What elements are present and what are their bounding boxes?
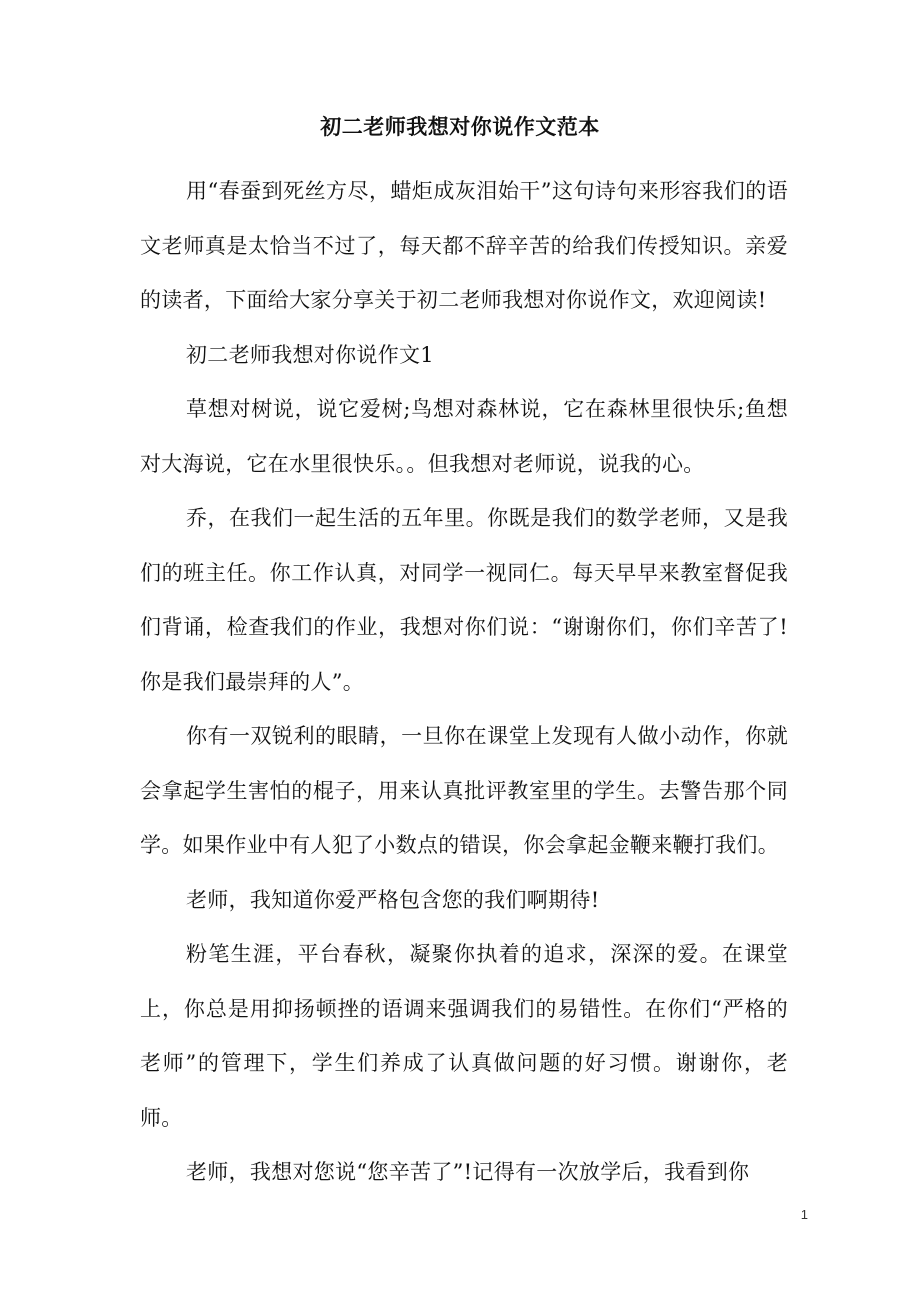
document-title: 初二老师我想对你说作文范本 bbox=[320, 114, 600, 139]
paragraph: 草想对树说，说它爱树;鸟想对森林说，它在森林里很快乐;鱼想对大海说，它在水里很快乐。。但我想对老师说，说我的心。 bbox=[140, 397, 788, 476]
section-heading: 初二老师我想对你说作文1 bbox=[186, 342, 434, 367]
paragraph: 你有一双锐利的眼睛，一旦你在课堂上发现有人做小动作，你就会拿起学生害怕的棍子，用来认真批评教室里的学生。去警告那个同学。如果作业中有人犯了小数点的错误，你会拿起金鞭来鞭打我们。 bbox=[140, 724, 788, 857]
paragraph: 粉笔生涯，平台春秋，凝聚你执着的追求，深深的爱。在课堂上，你总是用抑扬顿挫的语调来强调我们的易错性。在你们“严格的老师”的管理下，学生们养成了认真做问题的好习惯。谢谢你，老师。 bbox=[140, 942, 788, 1130]
paragraph: 老师，我知道你爱严格包含您的我们啊期待! bbox=[186, 887, 600, 912]
page-number: 1 bbox=[800, 1207, 808, 1222]
document-body bbox=[140, 164, 788, 1200]
paragraph: 乔，在我们一起生活的五年里。你既是我们的数学老师，又是我们的班主任。你工作认真，对同学一视同仁。每天早早来教室督促我们背诵，检查我们的作业，我想对你们说：“谢谢你们，你们辛苦了!你是我们最崇拜的人”。 bbox=[140, 506, 788, 694]
paragraph: 老师，我想对您说“您辛苦了”!记得有一次放学后，我看到你 bbox=[186, 1160, 750, 1184]
paragraph-intro: 用“春蚕到死丝方尽，蜡炬成灰泪始干”这句诗句来形容我们的语文老师真是太恰当不过了，每天都不辞辛苦的给我们传授知识。亲爱的读者，下面给大家分享关于初二老师我想对你说作文，欢迎阅读! bbox=[140, 179, 788, 312]
